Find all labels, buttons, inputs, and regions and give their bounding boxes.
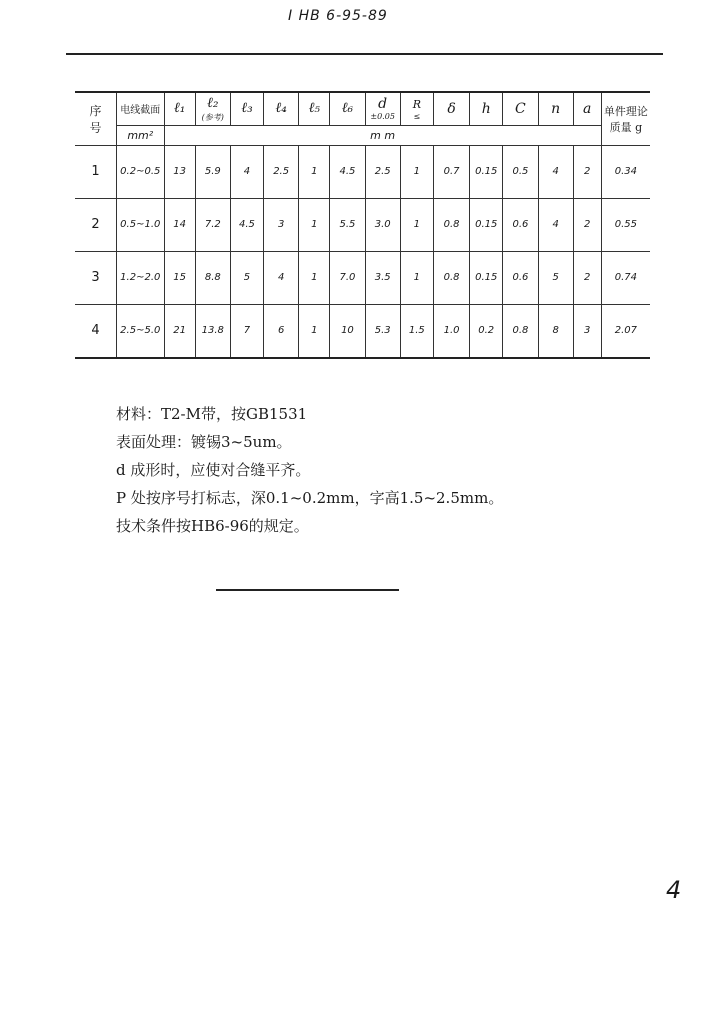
table-cell: 0.15 (470, 251, 503, 304)
row-index: 3 (75, 251, 116, 304)
header-l6: ℓ₆ (330, 92, 365, 125)
table-cell: 7.2 (195, 198, 230, 251)
table-cell: 10 (330, 304, 365, 358)
row-index: 1 (75, 145, 116, 198)
header-a: a (573, 92, 601, 125)
table-cell: 0.34 (601, 145, 650, 198)
table-cell: 2.5 (365, 145, 400, 198)
header-h: h (470, 92, 503, 125)
table-cell: 0.6 (503, 251, 538, 304)
document-code: I HB 6-95-89 (288, 8, 388, 24)
note-material: 材料：T2-M带，按GB1531 (116, 405, 308, 423)
table-cell: 0.5~1.0 (116, 198, 164, 251)
table-cell: 5 (230, 251, 263, 304)
table-cell: 1.0 (433, 304, 469, 358)
header-cross-section-unit: mm² (116, 125, 164, 145)
table-cell: 3.5 (365, 251, 400, 304)
header-c: C (503, 92, 538, 125)
table-cell: 8 (538, 304, 573, 358)
table-cell: 5 (538, 251, 573, 304)
table-cell: 0.8 (433, 251, 469, 304)
table-cell: 4 (264, 251, 299, 304)
page-number: 4 (666, 876, 682, 904)
header-l2: ℓ₂ (参考) (195, 92, 230, 125)
table-cell: 2 (573, 198, 601, 251)
table-cell: 5.5 (330, 198, 365, 251)
row-index: 4 (75, 304, 116, 358)
table-cell: 5.3 (365, 304, 400, 358)
header-mass: 单件理论 质量 g (601, 92, 650, 145)
note-marking: P 处按序号打标志，深0.1~0.2mm，字高1.5~2.5mm。 (116, 489, 504, 507)
row-index: 2 (75, 198, 116, 251)
table-cell: 14 (164, 198, 195, 251)
table-cell: 2.07 (601, 304, 650, 358)
table-cell: 21 (164, 304, 195, 358)
table-cell: 4.5 (330, 145, 365, 198)
table-cell: 4 (538, 145, 573, 198)
header-mm-unit: m m (164, 125, 601, 145)
table-cell: 4 (538, 198, 573, 251)
table-cell: 8.8 (195, 251, 230, 304)
table-cell: 0.5 (503, 145, 538, 198)
technical-notes (116, 400, 503, 540)
table-cell: 3 (264, 198, 299, 251)
header-l3: ℓ₃ (230, 92, 263, 125)
table-cell: 2.5 (264, 145, 299, 198)
table-cell: 4.5 (230, 198, 263, 251)
table-cell: 0.15 (470, 198, 503, 251)
table-cell: 5.9 (195, 145, 230, 198)
table-cell: 0.2 (470, 304, 503, 358)
table-row (75, 198, 650, 251)
table-cell: 2 (573, 145, 601, 198)
specification-table (75, 91, 650, 359)
header-d: d ±0.05 (365, 92, 400, 125)
header-r: R ≤ (400, 92, 433, 125)
table-cell: 3 (573, 304, 601, 358)
header-cross-section: 电线截面 (116, 92, 164, 125)
header-l5: ℓ₅ (299, 92, 330, 125)
note-forming: d 成形时，应使对合缝平齐。 (116, 461, 311, 479)
table-row (75, 304, 650, 358)
table-cell: 0.8 (503, 304, 538, 358)
table-row (75, 251, 650, 304)
table-cell: 1 (400, 198, 433, 251)
table-cell: 7.0 (330, 251, 365, 304)
table-cell: 3.0 (365, 198, 400, 251)
table-cell: 0.2~0.5 (116, 145, 164, 198)
table-cell: 1 (400, 145, 433, 198)
header-n: n (538, 92, 573, 125)
table-cell: 7 (230, 304, 263, 358)
table-cell: 0.6 (503, 198, 538, 251)
header-seq: 序 号 (75, 92, 116, 145)
table-cell: 2 (573, 251, 601, 304)
table-cell: 1 (299, 145, 330, 198)
table-cell: 13 (164, 145, 195, 198)
header-row-units (75, 125, 650, 145)
table-cell: 15 (164, 251, 195, 304)
footer-rule (216, 589, 399, 591)
table-cell: 1 (299, 198, 330, 251)
table-cell: 13.8 (195, 304, 230, 358)
header-row-symbols (75, 92, 650, 125)
table-cell: 0.55 (601, 198, 650, 251)
table-cell: 0.8 (433, 198, 469, 251)
table-cell: 1.5 (400, 304, 433, 358)
table-cell: 1 (299, 251, 330, 304)
table-cell: 4 (230, 145, 263, 198)
header-l4: ℓ₄ (264, 92, 299, 125)
header-delta: δ (433, 92, 469, 125)
header-l1: ℓ₁ (164, 92, 195, 125)
note-surface-treatment: 表面处理：镀锡3~5um。 (116, 433, 292, 451)
table-cell: 1 (400, 251, 433, 304)
table-cell: 0.7 (433, 145, 469, 198)
table-cell: 0.74 (601, 251, 650, 304)
note-technical-conditions: 技术条件按HB6-96的规定。 (116, 517, 309, 535)
table-cell: 1 (299, 304, 330, 358)
table-body (75, 145, 650, 358)
table-cell: 2.5~5.0 (116, 304, 164, 358)
table-row (75, 145, 650, 198)
header-rule (66, 53, 663, 55)
table-cell: 1.2~2.0 (116, 251, 164, 304)
table-cell: 6 (264, 304, 299, 358)
table-cell: 0.15 (470, 145, 503, 198)
